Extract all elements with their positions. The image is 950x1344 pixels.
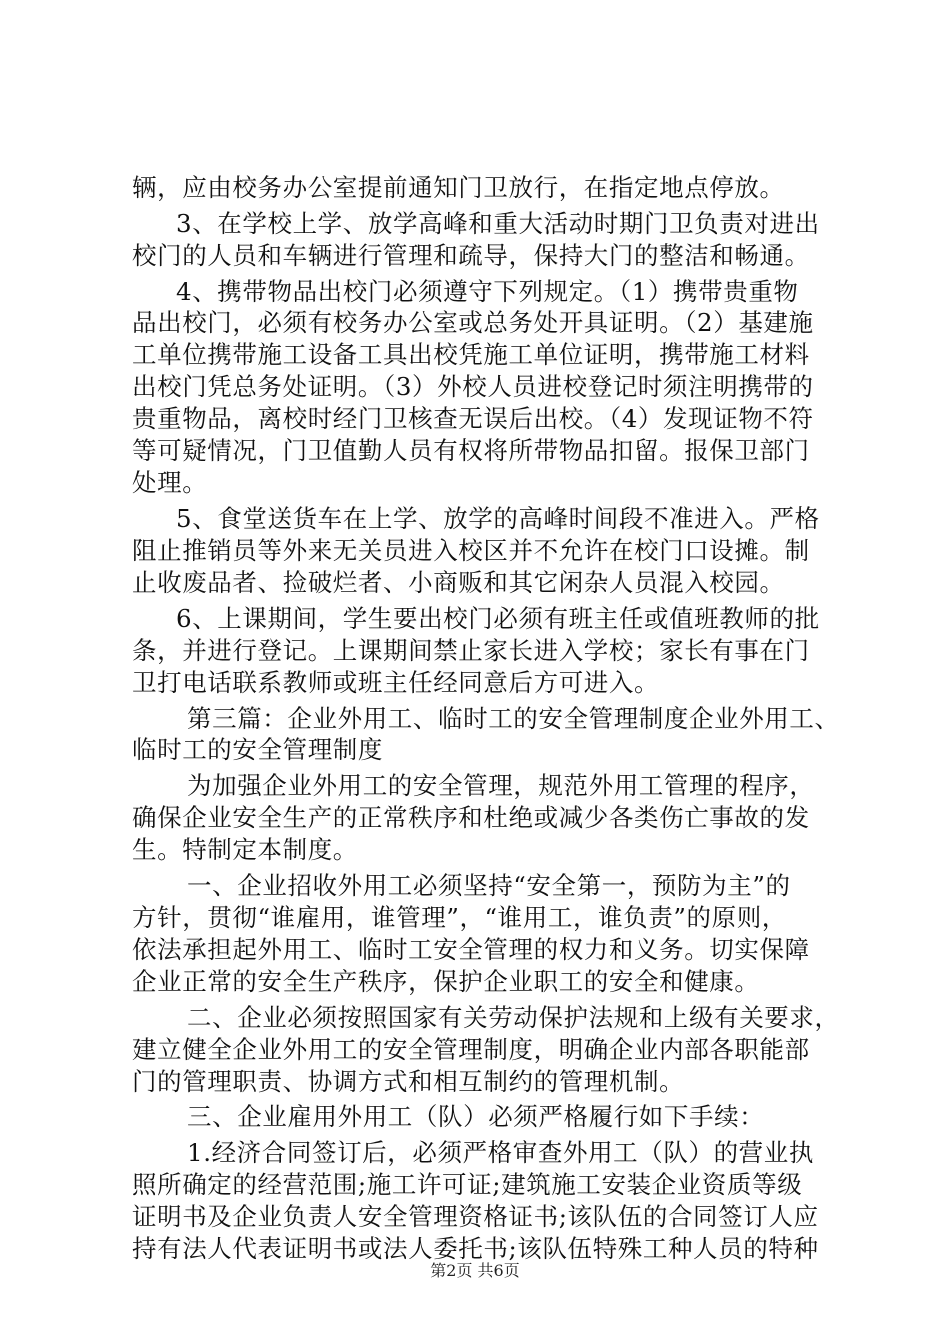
text-line: 二、企业必须按照国家有关劳动保护法规和上级有关要求， <box>187 1003 840 1032</box>
text-line: 门的管理职责、协调方式和相互制约的管理机制。 <box>132 1067 685 1096</box>
text-line: 阻止推销员等外来无关员进入校区并不允许在校门口设摊。制 <box>132 536 810 565</box>
text-line: 卫打电话联系教师或班主任经同意后方可进入。 <box>132 668 660 697</box>
text-line: 辆，应由校务办公室提前通知门卫放行，在指定地点停放。 <box>132 173 785 202</box>
text-line: 为加强企业外用工的安全管理，规范外用工管理的程序， <box>187 771 815 800</box>
text-line: 工单位携带施工设备工具出校凭施工单位证明，携带施工材料 <box>132 340 810 369</box>
text-line: 品出校门，必须有校务办公室或总务处开具证明。（2）基建施 <box>132 308 814 337</box>
text-line: 校门的人员和车辆进行管理和疏导，保持大门的整洁和畅通。 <box>132 241 810 270</box>
section-heading: 第三篇：企业外用工、临时工的安全管理制度企业外用工、 <box>187 704 840 733</box>
text-line: 一、企业招收外用工必须坚持“安全第一，预防为主”的 <box>187 871 791 900</box>
text-line: 建立健全企业外用工的安全管理制度，明确企业内部各职能部 <box>132 1035 810 1064</box>
text-line: 证明书及企业负责人安全管理资格证书;该队伍的合同签订人应 <box>132 1202 819 1231</box>
text-line: 依法承担起外用工、临时工安全管理的权力和义务。切实保障 <box>132 935 810 964</box>
text-line: 企业正常的安全生产秩序，保护企业职工的安全和健康。 <box>132 967 760 996</box>
text-line: 4、携带物品出校门必须遵守下列规定。（1）携带贵重物 <box>176 277 799 306</box>
text-line: 确保企业安全生产的正常秩序和杜绝或减少各类伤亡事故的发 <box>132 803 810 832</box>
text-line: 照所确定的经营范围;施工许可证;建筑施工安装企业资质等级 <box>132 1170 803 1199</box>
text-line: 6、上课期间，学生要出校门必须有班主任或值班教师的批 <box>176 604 820 633</box>
text-line: 出校门凭总务处证明。（3）外校人员进校登记时须注明携带的 <box>132 372 814 401</box>
section-heading: 临时工的安全管理制度 <box>132 735 383 764</box>
text-line: 5、食堂送货车在上学、放学的高峰时间段不准进入。严格 <box>176 504 820 533</box>
text-line: 方针，贯彻“谁雇用，谁管理”，“谁用工，谁负责”的原则， <box>132 903 787 932</box>
text-line: 生。特制定本制度。 <box>132 835 358 864</box>
text-line: 贵重物品，离校时经门卫核查无误后出校。（4）发现证物不符 <box>132 404 814 433</box>
text-line: 条，并进行登记。上课期间禁止家长进入学校；家长有事在门 <box>132 636 810 665</box>
text-line: 3、在学校上学、放学高峰和重大活动时期门卫负责对进出 <box>176 209 820 238</box>
page-footer: 第2页 共6页 <box>430 1261 520 1280</box>
text-line: 等可疑情况，门卫值勤人员有权将所带物品扣留。报保卫部门 <box>132 436 810 465</box>
text-line: 处理。 <box>132 468 208 497</box>
text-line: 止收废品者、捡破烂者、小商贩和其它闲杂人员混入校园。 <box>132 568 785 597</box>
text-line: 持有法人代表证明书或法人委托书;该队伍特殊工种人员的特种 <box>132 1234 819 1263</box>
text-line: 三、企业雇用外用工（队）必须严格履行如下手续： <box>187 1102 765 1131</box>
text-line: 1.经济合同签订后，必须严格审查外用工（队）的营业执 <box>187 1138 814 1167</box>
